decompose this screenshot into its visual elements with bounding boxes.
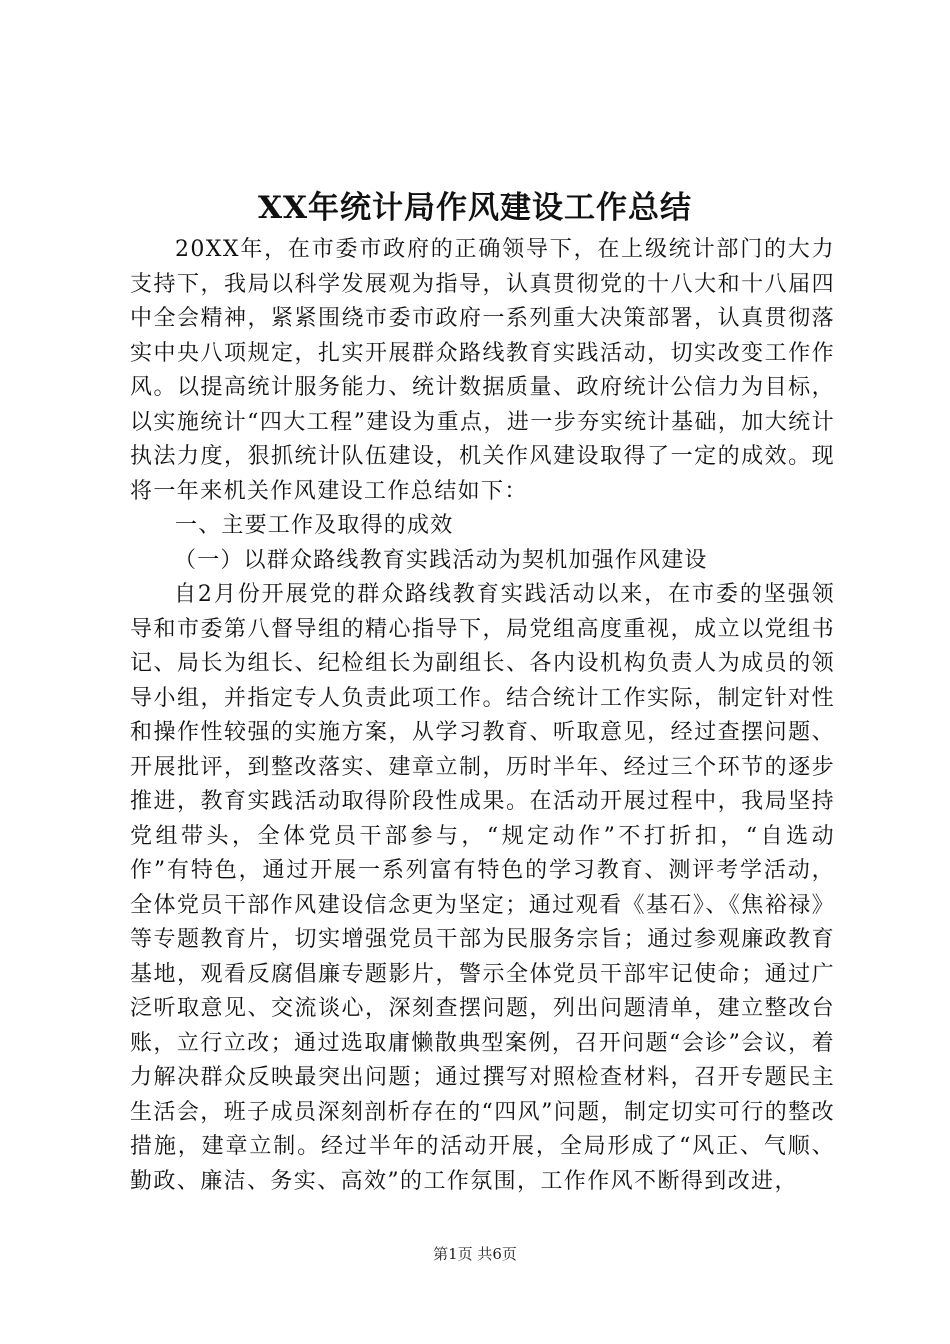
page-footer: 第1页 共6页 [433,1245,517,1263]
subsection-paragraph-1: 自2月份开展党的群众路线教育实践活动以来，在市委的坚强领导和市委第八督导组的精心指导下，局党组高度重视，成立以党组书记、局长为组长、纪检组长为副组长、各内设机构负责人为成员的领导小组，并指定专人负责此项工作。结合统计工作实际，制定针对性和操作性较强的实施方案，从学习教育、听取意见，经过查摆问题、开展批评，到整改落实、建章立制，历时半年、经过三个环节的逐步推进，教育实践活动取得阶段性成果。在活动开展过程中，我局坚持党组带头，全体党员干部参与，“规定动作”不打折扣，“自选动作”有特色，通过开展一系列富有特色的学习教育、测评考学活动，全体党员干部作风建设信念更为坚定；通过观看《基石》、《焦裕禄》等专题教育片，切实增强党员干部为民服务宗旨；通过参观廉政教育基地，观看反腐倡廉专题影片，警示全体党员干部牢记使命；通过广泛听取意见、交流谈心，深刻查摆问题，列出问题清单，建立整改台账，立行立改；通过选取庸懒散典型案例，召开问题“会诊”会议，着力解决群众反映最突出问题；通过撰写对照检查材料，召开专题民主生活会，班子成员深刻剖析存在的“四风”问题，制定切实可行的整改措施，建章立制。经过半年的活动开展，全局形成了“风正、气顺、勤政、廉洁、务实、高效”的工作氛围，工作作风不断得到改进， [130,582,835,1194]
document-title: XX年统计局作风建设工作总结 [257,190,693,226]
intro-paragraph: 20XX年，在市委市政府的正确领导下，在上级统计部门的大力支持下，我局以科学发展观为指导，认真贯彻党的十八大和十八届四中全会精神，紧紧围绕市委市政府一系列重大决策部署，认真贯彻落实中央八项规定，扎实开展群众路线教育实践活动，切实改变工作作风。以提高统计服务能力、统计数据质量、政府统计公信力为目标，以实施统计“四大工程”建设为重点，进一步夯实统计基础，加大统计执法力度，狠抓统计队伍建设，机关作风建设取得了一定的成效。现将一年来机关作风建设工作总结如下： [130,237,835,504]
subsection-heading-1: （一）以群众路线教育实践活动为契机加强作风建设 [174,547,708,573]
document-body [130,233,835,1199]
section-heading-1: 一、主要工作及取得的成效 [175,513,454,538]
